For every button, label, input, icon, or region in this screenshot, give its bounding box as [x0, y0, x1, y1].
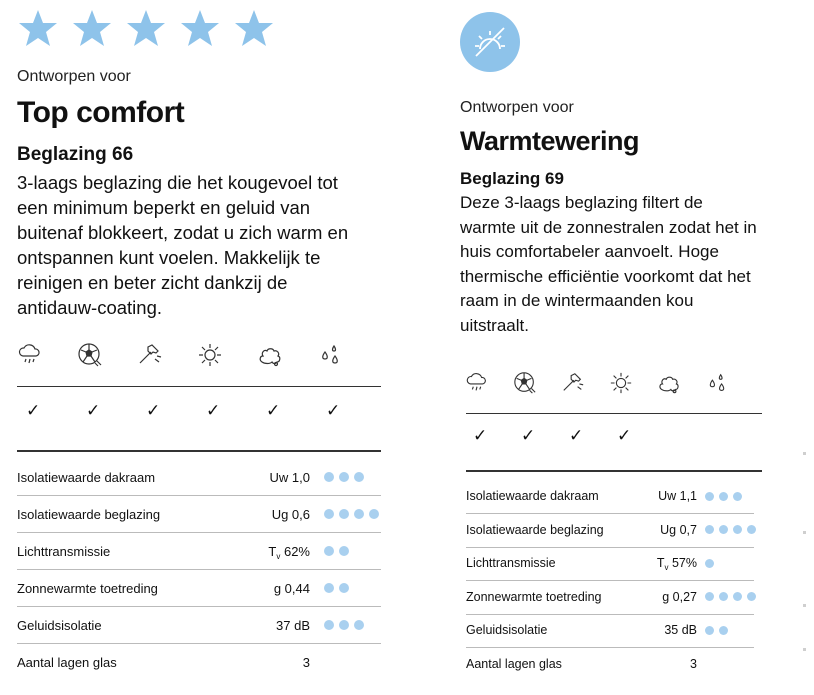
product-description: Deze 3-laags beglazing filtert de warmte uit de zonnestralen zodat het in huis comfortabeler aanvoelt. Hoge thermische efficiëntie voorkomt dat het raam in de wintermaanden kou uitstraalt. — [460, 193, 757, 335]
spec-label: Aantal lagen glas — [466, 657, 562, 671]
spec-label: Isolatiewaarde beglazing — [17, 506, 161, 522]
divider — [17, 450, 381, 452]
sun-protection-icon — [460, 12, 520, 72]
spec-value — [658, 489, 697, 503]
spec-value-prefix: T — [268, 543, 277, 559]
rating-dot — [747, 592, 756, 601]
spec-value-text: 35 dB — [664, 623, 697, 638]
spec-row — [17, 503, 381, 525]
spec-value — [303, 655, 310, 670]
row-divider — [466, 580, 754, 581]
spec-value-text: 57% — [668, 556, 697, 571]
water-drops-icon — [705, 369, 753, 397]
rating-dot — [324, 472, 334, 482]
rating-dot — [339, 509, 349, 519]
spec-value — [656, 556, 697, 573]
check-mark: ✓ — [86, 401, 101, 420]
spec-value — [268, 544, 310, 559]
rating-dot — [354, 472, 364, 482]
row-divider — [17, 495, 381, 496]
rating-dot — [324, 509, 334, 519]
rating-dot — [747, 525, 756, 534]
check-mark: ✓ — [617, 426, 632, 445]
check-mark: ✓ — [206, 401, 221, 420]
divider — [17, 386, 381, 387]
rating-dot — [705, 492, 714, 501]
rating-dot — [339, 583, 349, 593]
rating-dot — [339, 620, 349, 630]
spec-row — [466, 520, 754, 540]
glazing-name: Beglazing 69 — [460, 169, 564, 188]
spec-value-text: 37 dB — [276, 617, 310, 633]
spec-row — [17, 577, 381, 599]
spec-label: Geluidsisolatie — [466, 623, 548, 638]
spec-row — [17, 540, 381, 562]
product-title: Top comfort — [17, 96, 185, 129]
hammer-icon — [561, 369, 609, 397]
spec-value — [660, 523, 697, 537]
moss-icon — [657, 369, 705, 397]
water-drops-icon — [317, 340, 377, 370]
rating-dot — [719, 626, 728, 635]
row-divider — [466, 614, 754, 615]
rating-dots — [324, 583, 349, 593]
spec-value-subscript: v — [276, 551, 281, 561]
product-title: Warmtewering — [460, 126, 640, 156]
check-mark: ✓ — [569, 426, 584, 445]
spec-row — [466, 486, 754, 506]
hammer-icon — [137, 340, 197, 370]
star-icon — [71, 8, 113, 48]
spec-value-text: Ug 0,7 — [660, 522, 697, 537]
spec-label: Lichttransmissie — [466, 556, 556, 571]
check-mark: ✓ — [26, 401, 41, 420]
rating-dot — [719, 525, 728, 534]
spec-value — [664, 623, 697, 637]
rating-dot — [719, 492, 728, 501]
spec-label: Isolatiewaarde dakraam — [17, 469, 156, 485]
spec-row — [17, 466, 381, 488]
spec-value — [274, 581, 310, 596]
check-mark: ✓ — [521, 426, 536, 445]
row-divider — [466, 547, 754, 548]
moss-icon — [257, 340, 317, 370]
product-description: 3-laags beglazing die het kougevoel tot een minimum beperkt en geluid van buitenaf blokkeert, zodat u zich warm en ontspannen kunt voelen. Makkelijk te reinigen en beter zicht dankzij de antidauw-coating. — [17, 172, 349, 318]
rating-dots — [324, 546, 349, 556]
spec-row — [17, 614, 381, 636]
divider — [466, 470, 762, 472]
rating-dot — [339, 546, 349, 556]
spec-row — [466, 620, 754, 640]
rating-dot — [324, 583, 334, 593]
spec-value — [272, 507, 310, 522]
rating-dot — [719, 592, 728, 601]
spec-row — [17, 651, 381, 673]
sun-icon — [609, 369, 657, 397]
rating-dots — [705, 559, 714, 568]
row-divider — [466, 647, 754, 648]
spec-label: Aantal lagen glas — [17, 654, 117, 670]
divider — [466, 413, 762, 414]
rating-dot — [705, 592, 714, 601]
spec-value-prefix: T — [656, 556, 665, 571]
check-mark: ✓ — [326, 401, 341, 420]
ball-icon — [77, 340, 137, 370]
rating-dots — [705, 525, 756, 534]
spec-row — [466, 587, 754, 607]
spec-label: Geluidsisolatie — [17, 617, 102, 633]
spec-row — [466, 553, 754, 573]
rating-dot — [339, 472, 349, 482]
spec-value-text: g 0,44 — [273, 580, 310, 596]
check-mark: ✓ — [146, 401, 161, 420]
star-icon — [125, 8, 167, 48]
feature-checks — [473, 426, 665, 446]
row-divider — [17, 606, 381, 607]
rating-stars — [17, 8, 275, 48]
spec-value — [270, 470, 310, 485]
rating-dot — [369, 509, 379, 519]
spec-value — [690, 657, 697, 671]
spec-label: Zonnewarmte toetreding — [17, 580, 158, 596]
rain-cloud-icon — [17, 340, 77, 370]
rating-dot — [705, 525, 714, 534]
rating-dot — [354, 509, 364, 519]
designed-for-label: Ontworpen voor — [460, 99, 574, 116]
glazing-name: Beglazing 66 — [17, 144, 134, 165]
sun-icon — [197, 340, 257, 370]
spec-label: Zonnewarmte toetreding — [466, 589, 602, 604]
row-divider — [466, 513, 754, 514]
star-icon — [179, 8, 221, 48]
rating-dot — [705, 626, 714, 635]
rating-dot — [733, 525, 742, 534]
row-divider — [17, 569, 381, 570]
spec-row — [466, 654, 754, 674]
rain-cloud-icon — [465, 369, 513, 397]
page-edge-marks — [803, 0, 806, 695]
rating-dots — [705, 626, 728, 635]
row-divider — [17, 643, 381, 644]
rating-dots — [705, 592, 756, 601]
rating-dot — [733, 492, 742, 501]
rating-dots — [705, 492, 742, 501]
rating-dot — [354, 620, 364, 630]
spec-label: Lichttransmissie — [17, 543, 111, 559]
check-mark: ✓ — [266, 401, 281, 420]
spec-value-text: Uw 1,0 — [269, 469, 310, 485]
spec-value — [276, 618, 310, 633]
feature-icons — [17, 340, 377, 370]
rating-dots — [324, 620, 364, 630]
designed-for-label: Ontworpen voor — [17, 68, 131, 85]
rating-dot — [324, 546, 334, 556]
spec-value-text: 3 — [302, 654, 310, 670]
ball-icon — [513, 369, 561, 397]
spec-label: Isolatiewaarde dakraam — [466, 489, 599, 503]
rating-dot — [324, 620, 334, 630]
spec-value — [662, 590, 697, 604]
rating-dot — [733, 592, 742, 601]
spec-value-subscript: v — [664, 563, 669, 573]
feature-checks — [26, 401, 386, 421]
spec-value-text: 62% — [280, 543, 310, 559]
row-divider — [17, 532, 381, 533]
rating-dot — [705, 559, 714, 568]
spec-value-text: g 0,27 — [662, 589, 697, 604]
star-icon — [233, 8, 275, 48]
spec-value-text: Ug 0,6 — [271, 506, 310, 522]
feature-icons — [465, 369, 753, 397]
spec-label: Isolatiewaarde beglazing — [466, 522, 604, 537]
spec-value-text: 3 — [690, 657, 697, 671]
spec-value-text: Uw 1,1 — [658, 489, 697, 503]
check-mark: ✓ — [473, 426, 488, 445]
rating-dots — [324, 509, 379, 519]
star-icon — [17, 8, 59, 48]
rating-dots — [324, 472, 364, 482]
